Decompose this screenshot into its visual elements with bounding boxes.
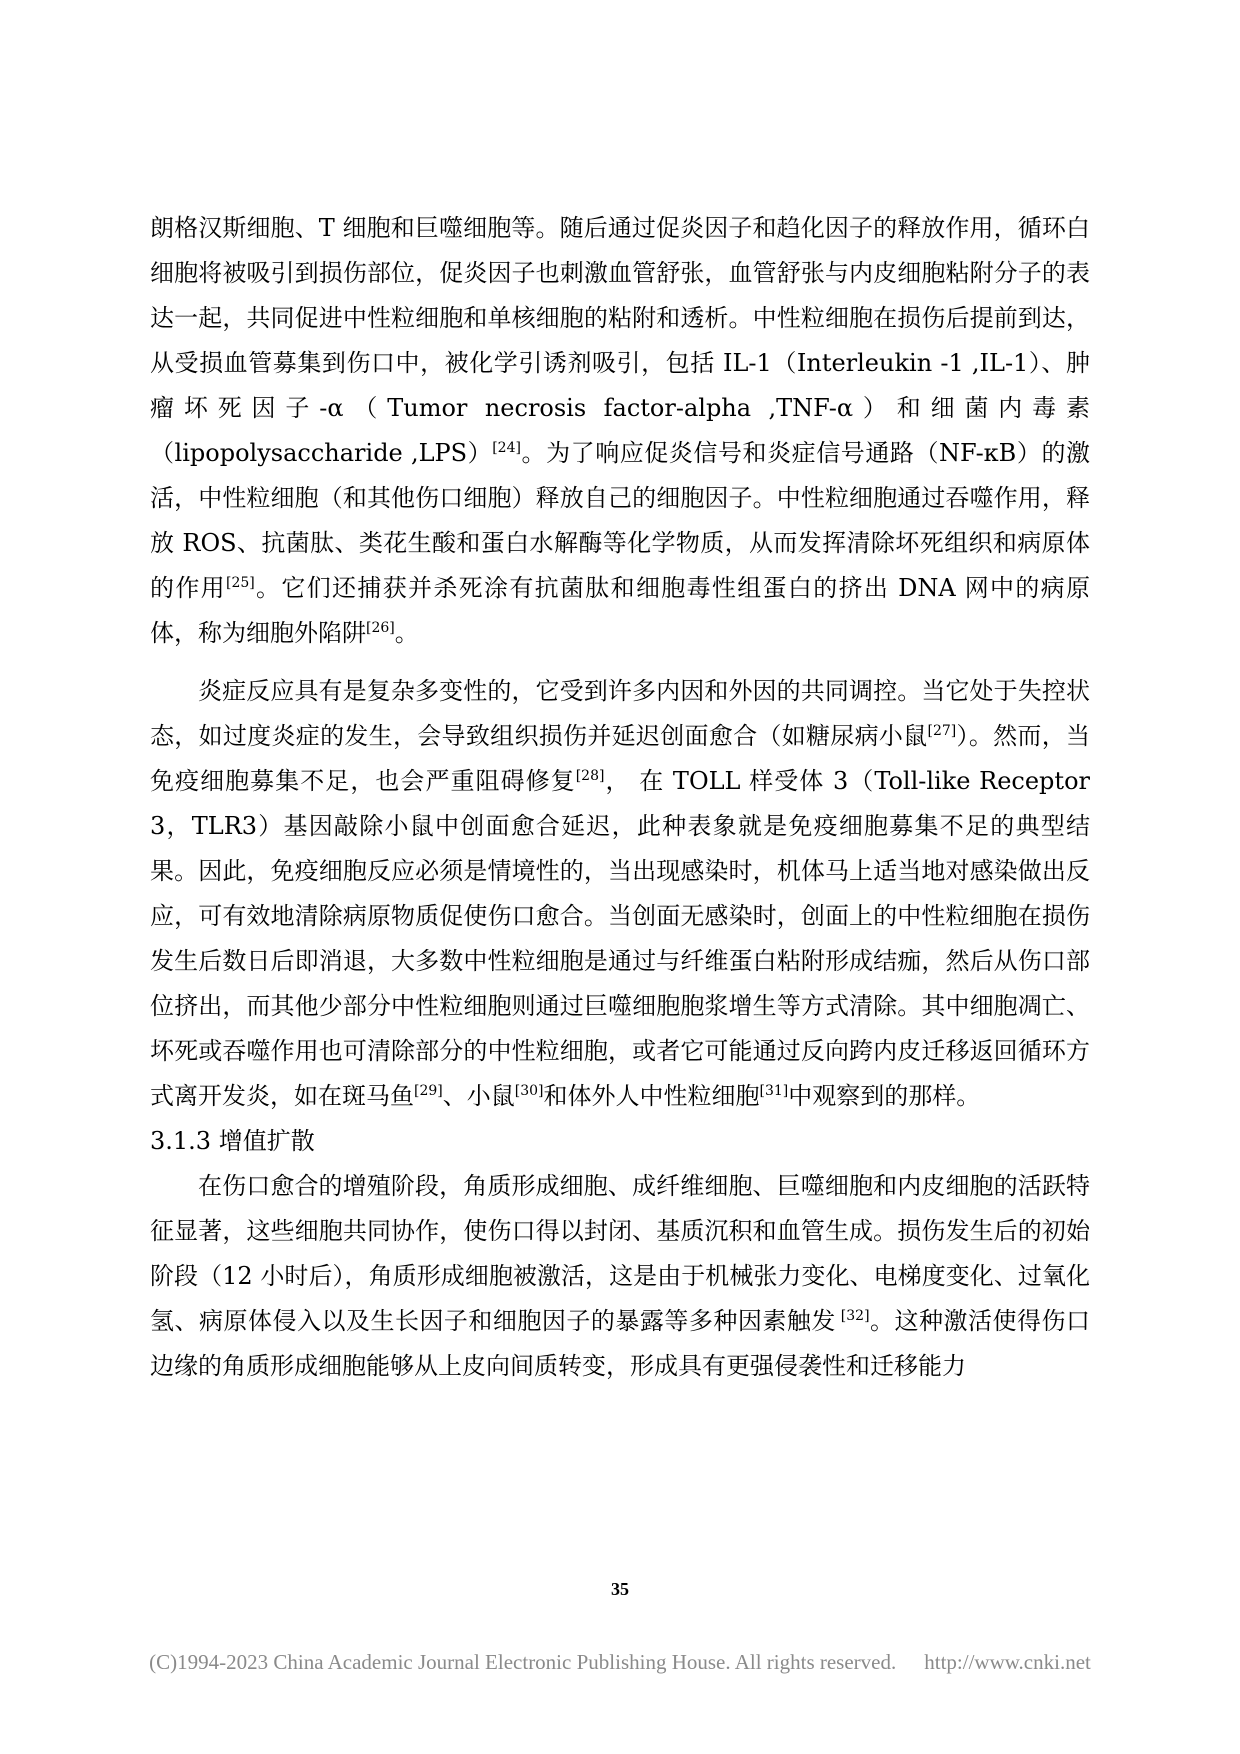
paragraph-text: 。为了响应促炎信号和炎症信号通路（NF-κB）的激活，中性粒细胞（和其他伤口细胞）释放自己的细胞因子。中性粒细胞通过吞噬作用，释放 ROS、抗菌肽、类花生酸和蛋白水解酶等化学物质，从而发挥清除坏死组织和病原体的作用 bbox=[150, 439, 1090, 602]
footer-url[interactable]: http://www.cnki.net bbox=[924, 1650, 1091, 1674]
copyright-text: (C)1994-2023 China Academic Journal Electronic Publishing House. All rights reserved. bbox=[149, 1650, 897, 1674]
citation[interactable]: [31] bbox=[759, 1083, 789, 1099]
paragraph-text: 、小鼠 bbox=[442, 1082, 515, 1110]
paragraph-text: 在伤口愈合的增殖阶段，角质形成细胞、成纤维细胞、巨噬细胞和内皮细胞的活跃特征显著，这些细胞共同协作，使伤口得以封闭、基质沉积和血管生成。损伤发生后的初始阶段（12 小时后），角质形成细胞被激活，这是由于机械张力变化、电梯度变化、过氧化氢、病原体侵入以及生长因子和细胞因子的暴露等多种因素触发 bbox=[150, 1172, 1090, 1335]
citation[interactable]: [32] bbox=[835, 1308, 870, 1324]
paragraph-text: 中观察到的那样。 bbox=[788, 1082, 981, 1110]
citation[interactable]: [24] bbox=[492, 440, 521, 456]
paragraph-1 bbox=[150, 206, 1090, 656]
paragraph-text: 。 bbox=[394, 619, 419, 647]
paragraph-3 bbox=[150, 1164, 1090, 1389]
paragraph-text: ）。然而，当免疫细胞募集不足，也会严重阻碍修复 bbox=[150, 722, 1091, 795]
paragraph-text: 朗格汉斯细胞、T 细胞和巨噬细胞等。随后通过促炎因子和趋化因子的释放作用，循环白细胞将被吸引到损伤部位，促炎因子也刺激血管舒张，血管舒张与内皮细胞粘附分子的表达一起，共同促进中性粒细胞和单核细胞的粘附和透析。中性粒细胞在损伤后提前到达，从受损血管募集到伤口中，被化学引诱剂吸引，包括 IL-1（Interleukin -1 ,IL-1）、肿瘤坏死因子-α（Tumor necrosis factor-alpha ,TNF-α）和细菌内毒素（lipopolysaccharide ,LPS） bbox=[150, 214, 1090, 467]
paragraph-text: 炎症反应具有是复杂多变性的，它受到许多内因和外因的共同调控。当它处于失控状态，如过度炎症的发生，会导致组织损伤并延迟创面愈合（如糖尿病小鼠 bbox=[150, 677, 1090, 750]
paragraph-text: 和体外人中性粒细胞 bbox=[543, 1082, 760, 1110]
citation[interactable]: [28] bbox=[575, 768, 605, 784]
citation[interactable]: [29] bbox=[414, 1083, 443, 1099]
paragraph-text: ， 在 TOLL 样受体 3（Toll-like Receptor 3，TLR3）基因敲除小鼠中创面愈合延迟，此种表象就是免疫细胞募集不足的典型结果。因此，免疫细胞反应必须是情境性的，当出现感染时，机体马上适当地对感染做出反应，可有效地清除病原物质促使伤口愈合。当创面无感染时，创面上的中性粒细胞在损伤发生后数日后即消退，大多数中性粒细胞是通过与纤维蛋白粘附形成结痂，然后从伤口部位挤出，而其他少部分中性粒细胞则通过巨噬细胞胞浆增生等方式清除。其中细胞凋亡、坏死或吞噬作用也可清除部分的中性粒细胞，或者它可能通过反向跨内皮迁移返回循环方式离开发炎，如在斑马鱼 bbox=[150, 767, 1090, 1110]
section-heading: 3.1.3 增值扩散 bbox=[150, 1127, 315, 1155]
main-content bbox=[150, 206, 1090, 1389]
paragraph-text: 。它们还捕获并杀死涂有抗菌肽和细胞毒性组蛋白的挤出 DNA 网中的病原体，称为细胞外陷阱 bbox=[150, 574, 1090, 647]
paragraph-2 bbox=[150, 669, 1090, 1119]
citation[interactable]: [26] bbox=[366, 620, 395, 636]
copyright-footer bbox=[0, 1650, 1240, 1675]
page-number: 35 bbox=[611, 1579, 629, 1599]
citation[interactable]: [27] bbox=[927, 723, 957, 739]
citation[interactable]: [25] bbox=[225, 575, 255, 591]
citation[interactable]: [30] bbox=[514, 1083, 544, 1099]
paragraph-text: 。这种激活使得伤口边缘的角质形成细胞能够从上皮向间质转变，形成具有更强侵袭性和迁移能力 bbox=[150, 1307, 1090, 1380]
